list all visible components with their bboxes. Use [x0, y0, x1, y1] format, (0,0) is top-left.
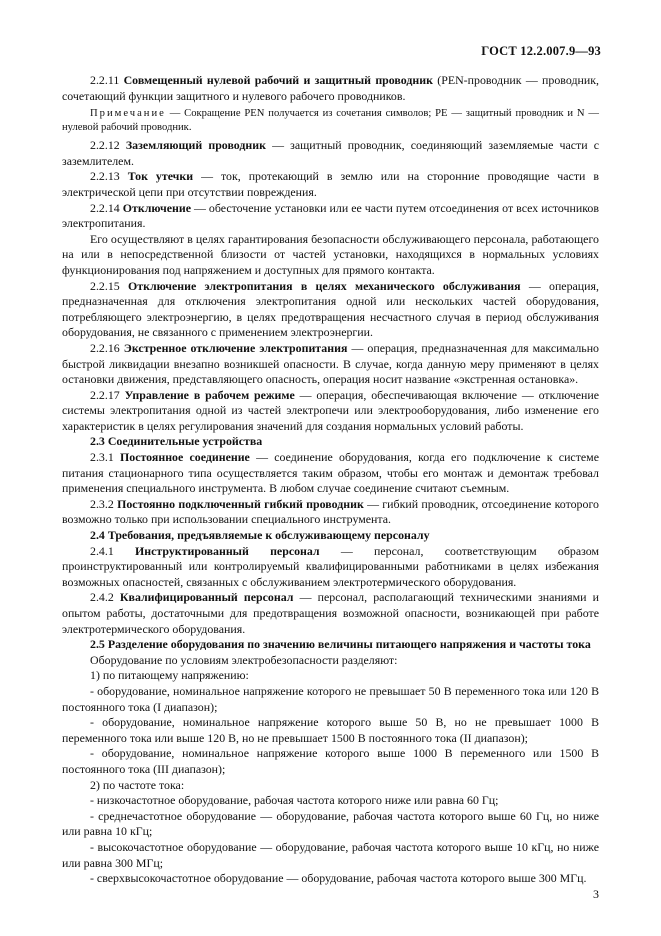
list-heading-voltage: 1) по питающему напряжению: [90, 668, 249, 683]
clause-number: 2.2.13 [90, 169, 120, 184]
list-item: - оборудование, номинальное напряжение которого выше 1000 В переменного или 1500 В постоянного тока (III диапазон); [62, 746, 599, 776]
definition: — операция, обеспечивающая включение — отключение системы электропитания одной из частей электропечи или электрооборудования, либо изменение его характеристик в целях регулирования значений для создания нормальных условий работы. [62, 387, 600, 433]
paragraph-2-3-1 [62, 450, 599, 497]
term: Инструктированный персонал [135, 543, 320, 558]
section-heading-2-5: 2.5 Разделение оборудования по значению величины питающего напряжения и частоты тока [90, 637, 591, 652]
clause-number: 2.2.17 [90, 387, 120, 402]
definition: — гибкий проводник, отсоединение которого возможно только при использовании специального инструмента. [62, 496, 599, 527]
clause-number: 2.2.11 [90, 73, 120, 87]
term: Экстренное отключение электропитания [123, 340, 348, 355]
paragraph-2-4-1 [62, 544, 599, 591]
note-text: — Сокращение PEN получается из сочетания символов; PE — защитный проводник и N — нулевой рабочий проводник. [62, 108, 599, 134]
definition: — операция, предназначенная для отключения электропитания одной или нескольких частей оборудования, потребляющего электроэнергию, в целях предотвращения несчастного случая в период обслуживания оборудования, не связанного с применением электроэнергии. [62, 278, 599, 340]
document-body [62, 73, 599, 887]
list-item: - низкочастотное оборудование, рабочая частота которого ниже или равна 60 Гц; [90, 793, 499, 808]
list-item: - высокочастотное оборудование — оборудование, рабочая частота которого выше 10 кГц, но ниже или равна 300 МГц; [62, 839, 599, 870]
list-item: - оборудование, номинальное напряжение которого выше 50 В, но не превышает 1000 В переменного тока или выше 120 В, но не превышает 1500 В постоянного тока (II диапазон); [62, 715, 599, 745]
definition: — соединение оборудования, когда его подключение к системе питания стационарного типа осуществляется таким образом, чтобы его монтаж и демонтаж требовал применения специального инструмента. В любом случае соединение считают съемным. [62, 450, 599, 496]
list-item: - сверхвысокочастотное оборудование — оборудование, рабочая частота которого выше 300 МГц. [90, 871, 587, 886]
term: Постоянное соединение [120, 450, 250, 465]
term: Квалифицированный персонал [119, 590, 294, 605]
section-heading-2-4: 2.4 Требования, предъявляемые к обслуживающему персоналу [90, 528, 430, 543]
paragraph-2-2-11 [62, 73, 599, 104]
page-number: 3 [593, 887, 599, 901]
term: Заземляющий проводник [125, 138, 266, 153]
paragraph-text: Его осуществляют в целях гарантирования безопасности обслуживающего персонала, работающего на или в непосредственной близости от частей установки, находящихся в нормальных условиях функционирования под напряжением и доступных для прямого контакта. [62, 231, 599, 277]
paragraph-2-2-15 [62, 279, 599, 341]
note-label: Примечание [90, 108, 166, 120]
paragraph-2-4-2 [62, 590, 599, 637]
clause-number: 2.4.1 [90, 543, 114, 558]
definition: (PEN-проводник — проводник, сочетающий функции защитного и нулевого рабочего проводников. [62, 73, 599, 103]
definition: — защитный проводник, соединяющий заземляемые части с заземлителем. [62, 138, 599, 168]
note [62, 107, 599, 135]
definition: — персонал, соответствующим образом проинструктированный или контролируемый квалифицированными работниками в целях избежания возможных опасностей, связанных с обслуживанием электротермического оборудования. [62, 543, 599, 589]
term: Отключение [122, 200, 191, 215]
list-heading-frequency: 2) по частоте тока: [90, 777, 185, 792]
clause-number: 2.2.14 [90, 200, 120, 215]
paragraph-2-2-14 [62, 201, 599, 232]
clause-number: 2.3.1 [90, 450, 114, 465]
clause-number: 2.4.2 [90, 590, 114, 605]
list-intro: Оборудование по условиям электробезопасности разделяют: [90, 652, 398, 667]
paragraph-2-2-17 [62, 388, 599, 435]
term: Постоянно подключенный гибкий проводник [117, 496, 364, 511]
clause-number: 2.2.12 [90, 138, 120, 153]
list-item: - оборудование, номинальное напряжение которого не превышает 50 В переменного тока или 120 В постоянного тока (I диапазон); [62, 683, 599, 714]
paragraph-2-2-16 [62, 341, 599, 388]
paragraph-2-2-12 [62, 138, 599, 169]
term: Совмещенный нулевой рабочий и защитный проводник [123, 73, 433, 87]
clause-number: 2.2.15 [90, 278, 120, 293]
term: Ток утечки [127, 169, 194, 184]
clause-number: 2.3.2 [90, 496, 114, 511]
definition: — операция, предназначенная для максимально быстрой ликвидации внезапно возникшей опасности. В случае, когда данную меру применяют в целях остановки движения, представляющего опасность, операция носит название «экстренная остановка». [62, 340, 600, 387]
term: Управление в рабочем режиме [124, 387, 295, 402]
definition: — персонал, располагающий техническими знаниями и опытом работы, достаточными для предотвращения возможной опасности, возникающей при работе электротермического оборудования. [62, 590, 599, 636]
definition: — ток, протекающий в землю или на сторонние проводящие части в электрической цепи при отсутствии повреждения. [62, 169, 599, 199]
section-heading-2-3: 2.3 Соединительные устройства [90, 434, 263, 449]
list-item: - среднечастотное оборудование — оборудование, рабочая частота которого выше 60 Гц, но ниже или равна 10 кГц; [62, 808, 599, 839]
paragraph-2-2-13 [62, 169, 599, 200]
clause-number: 2.2.16 [90, 340, 120, 355]
paragraph-2-3-2 [62, 497, 599, 528]
definition: — обесточение установки или ее части путем отсоединения от всех источников электропитания. [62, 200, 599, 231]
term: Отключение электропитания в целях механического обслуживания [128, 278, 521, 293]
document-header: ГОСТ 12.2.007.9—93 [481, 44, 601, 58]
